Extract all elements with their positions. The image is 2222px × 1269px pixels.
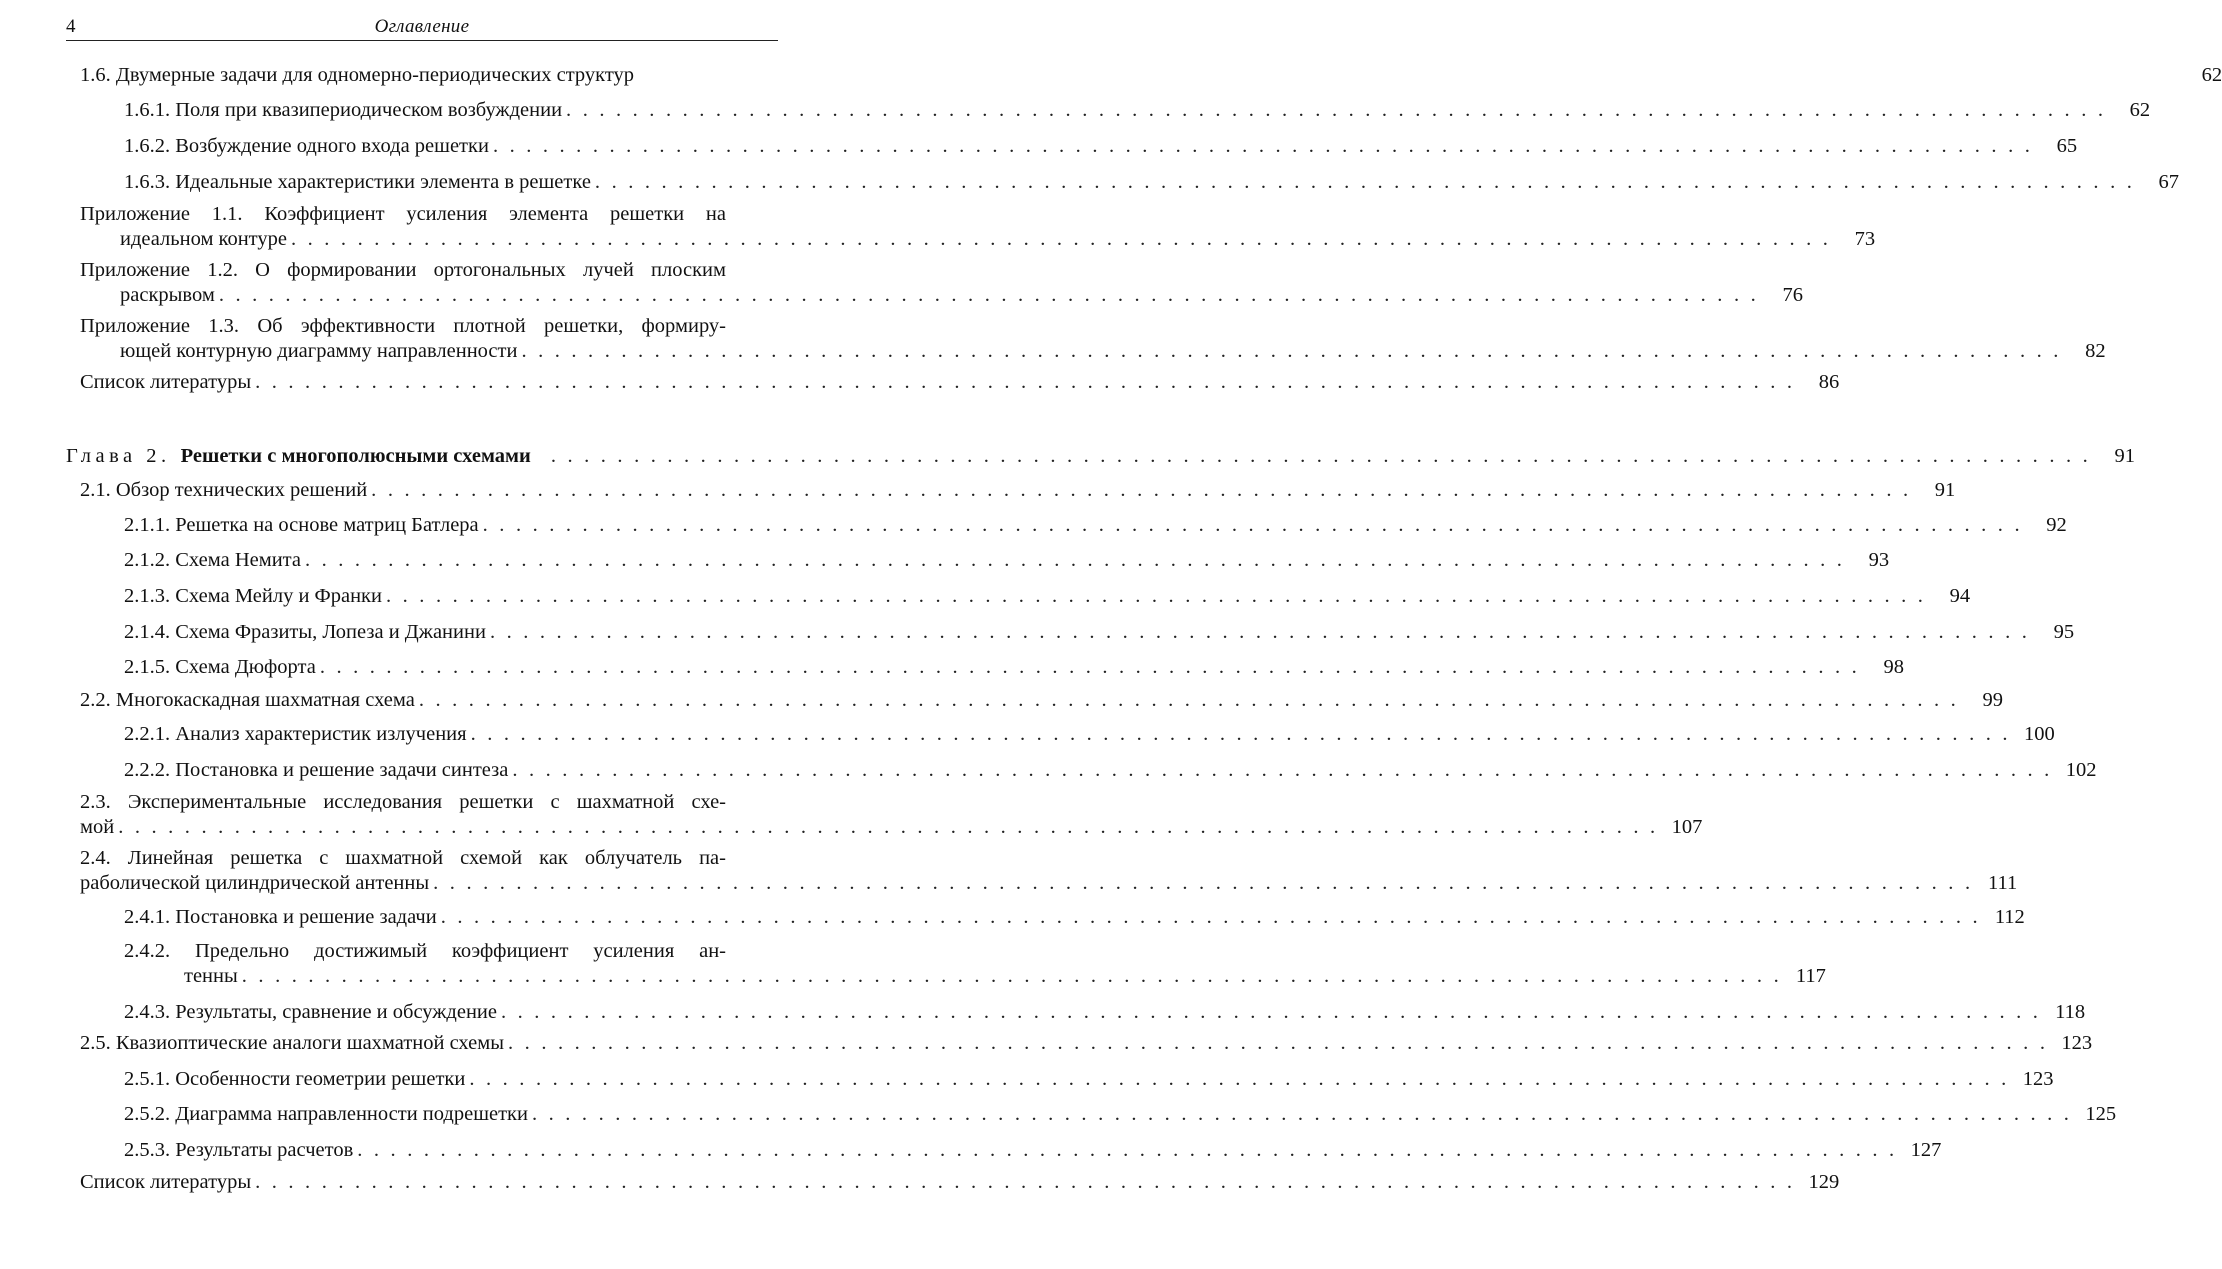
- toc-entry-title: Список литературы: [80, 371, 252, 393]
- dot-leader: . . . . . . . . . . . . . . . . . . . . . . . . . . . . . . . . . . . . . . . . . . . . . . . . . . . . . . . . . . . . . . . . . . . . . . . . . . . . . . . . . . . . . . . . . . . . .: [304, 549, 1846, 571]
- toc-entry-references-1[interactable]: [80, 370, 1840, 395]
- toc-entry-title: 2.5.3. Результаты расчетов: [124, 1139, 354, 1161]
- toc-entry-2-5[interactable]: [80, 1031, 2093, 1056]
- toc-entry-2-1-2[interactable]: [124, 548, 1890, 573]
- dot-leader: . . . . . . . . . . . . . . . . . . . . . . . . . . . . . . . . . . . . . . . . . . . . . . . . . . . . . . . . . . . . . . . . . . . . . . . . . . . . . . . . . . . . . . . . . . . . .: [371, 479, 1912, 501]
- toc-page-number: 82: [2085, 340, 2106, 362]
- dot-leader: . . . . . . . . . . . . . . . . . . . . . . . . . . . . . . . . . . . . . . . . . . . . . . . . . . . . . . . . . . . . . . . . . . . . . . . . . . . . . . . . . . . . . . . . . . . . .: [550, 445, 2091, 467]
- dot-leader: . . . . . . . . . . . . . . . . . . . . . . . . . . . . . . . . . . . . . . . . . . . . . . . . . . . . . . . . . . . . . . . . . . . . . . . . . . . . . . . . . . . . . . . . . . . . .: [255, 1171, 1796, 1193]
- toc-entry-2-4-2[interactable]: [124, 939, 1826, 989]
- dot-leader: . . . . . . . . . . . . . . . . . . . . . . . . . . . . . . . . . . . . . . . . . . . . . . . . . . . . . . . . . . . . . . . . . . . . . . . . . . . . . . . . . . . . . . . . . . . . .: [508, 1032, 2049, 1054]
- page-number: 4: [66, 16, 76, 37]
- toc-entry-title-line1: Приложение 1.3. Об эффективности плотной решетки, формиру-: [80, 315, 726, 337]
- toc-entry-1-6[interactable]: [80, 63, 2222, 88]
- toc-entry-title: 2.4.1. Постановка и решение задачи: [124, 906, 437, 928]
- toc-entry-1-6-3[interactable]: [124, 170, 2180, 195]
- toc-entry-2-2[interactable]: [80, 688, 2003, 713]
- toc-entry-title-line1: 2.4. Линейная решетка с шахматной схемой как облучатель па-: [80, 847, 726, 869]
- toc-entry-title-line2: ющей контурную диаграмму направленности: [120, 340, 518, 362]
- dot-leader: . . . . . . . . . . . . . . . . . . . . . . . . . . . . . . . . . . . . . . . . . . . . . . . . . . . . . . . . . . . . . . . . . . . . . . . . . . . . . . . . . . . . . . . . . . . . .: [433, 872, 1974, 894]
- toc-page-number: 123: [2061, 1032, 2093, 1054]
- toc-entry-title: 2.1.1. Решетка на основе матриц Батлера: [124, 514, 479, 536]
- toc-page-number: 62: [2201, 64, 2222, 86]
- chapter-title: Решетки с многополюсными схемами: [180, 445, 531, 467]
- toc-page-number: 112: [1994, 906, 2025, 928]
- toc-entry-2-1-3[interactable]: [124, 584, 1971, 609]
- toc-page-number: 62: [2129, 99, 2151, 121]
- toc-entry-title: 2.5. Квазиоптические аналоги шахматной схемы: [80, 1032, 505, 1054]
- chapter-label: Глава 2.: [66, 445, 171, 467]
- dot-leader: . . . . . . . . . . . . . . . . . . . . . . . . . . . . . . . . . . . . . . . . . . . . . . . . . . . . . . . . . . . . . . . . . . . . . . . . . . . . . . . . . . . . . . . . . . . . .: [594, 171, 2136, 193]
- toc-entry-2-3[interactable]: [80, 790, 1703, 840]
- toc-entry-title: 2.2.2. Постановка и решение задачи синтеза: [124, 759, 509, 781]
- toc-entry-title: 2.1.3. Схема Мейлу и Франки: [124, 585, 382, 607]
- dot-leader: . . . . . . . . . . . . . . . . . . . . . . . . . . . . . . . . . . . . . . . . . . . . . . . . . . . . . . . . . . . . . . . . . . . . . . . . . . . . . . . . . . . . . . . . . . . . .: [241, 965, 1782, 987]
- toc-entry-2-4-3[interactable]: [124, 1000, 2086, 1025]
- page-header: [66, 14, 778, 41]
- toc-page-number: 111: [1988, 872, 2018, 894]
- toc-entry-appendix-1-2[interactable]: [80, 258, 1803, 308]
- dot-leader: . . . . . . . . . . . . . . . . . . . . . . . . . . . . . . . . . . . . . . . . . . . . . . . . . . . . . . . . . . . . . . . . . . . . . . . . . . . . . . . . . . . . . . . . . . . . .: [218, 284, 1759, 306]
- toc-entry-title: 2.2. Многокаскадная шахматная схема: [80, 689, 415, 711]
- toc-entry-2-5-3[interactable]: [124, 1138, 1942, 1163]
- toc-entry-2-2-1[interactable]: [124, 722, 2055, 747]
- toc-page-number: 127: [1910, 1139, 1942, 1161]
- toc-page-number: 91: [2114, 445, 2135, 467]
- dot-leader: . . . . . . . . . . . . . . . . . . . . . . . . . . . . . . . . . . . . . . . . . . . . . . . . . . . . . . . . . . . . . . . . . . . . . . . . . . . . . . . . . . . . . . . . . . . . .: [469, 1068, 2010, 1090]
- toc-entry-title: 2.1. Обзор технических решений: [80, 479, 368, 501]
- toc-page-number: 67: [2158, 171, 2180, 193]
- dot-leader: . . . . . . . . . . . . . . . . . . . . . . . . . . . . . . . . . . . . . . . . . . . . . . . . . . . . . . . . . . . . . . . . . . . . . . . . . . . . . . . . . . . . . . . . . . . . .: [319, 656, 1860, 678]
- toc-entry-1-6-2[interactable]: [124, 134, 2078, 159]
- toc-entry-title: 1.6.3. Идеальные характеристики элемента в решетке: [124, 171, 591, 193]
- toc-page-number: 65: [2056, 135, 2078, 157]
- dot-leader: . . . . . . . . . . . . . . . . . . . . . . . . . . . . . . . . . . . . . . . . . . . . . . . . . . . . . . . . . . . . . . . . . . . . . . . . . . . . . . . . . . . . . . . . . . . . .: [531, 1103, 2073, 1125]
- toc-entry-title-line1: 2.3. Экспериментальные исследования решетки с шахматной схе-: [80, 791, 726, 813]
- toc-entry-title: 2.5.1. Особенности геометрии решетки: [124, 1068, 466, 1090]
- toc-entry-title: 2.1.5. Схема Дюфорта: [124, 656, 316, 678]
- toc-page-number: 125: [2085, 1103, 2117, 1125]
- dot-leader: . . . . . . . . . . . . . . . . . . . . . . . . . . . . . . . . . . . . . . . . . . . . . . . . . . . . . . . . . . . . . . . . . . . . . . . . . . . . . . . . . . . . . . . . . . . . .: [118, 816, 1659, 838]
- toc-chapter-2[interactable]: [66, 444, 2135, 469]
- toc-entry-title-line2: идеальном контуре: [120, 228, 287, 250]
- dot-leader: . . . . . . . . . . . . . . . . . . . . . . . . . . . . . . . . . . . . . . . . . . . . . . . . . . . . . . . . . . . . . . . . . . . . . . . . . . . . . . . . . . . . . . . . . . . . .: [470, 723, 2011, 745]
- toc-entry-title: 2.1.4. Схема Фразиты, Лопеза и Джанини: [124, 621, 486, 643]
- toc-entry-title: 1.6.2. Возбуждение одного входа решетки: [124, 135, 489, 157]
- toc-entry-appendix-1-1[interactable]: [80, 202, 1876, 252]
- dot-leader: . . . . . . . . . . . . . . . . . . . . . . . . . . . . . . . . . . . . . . . . . . . . . . . . . . . . . . . . . . . . . . . . . . . . . . . . . . . . . . . . . . . . . . . . . . . . .: [357, 1139, 1898, 1161]
- dot-leader: . . . . . . . . . . . . . . . . . . . . . . . . . . . . . . . . . . . . . . . . . . . . . . . . . . . . . . . . . . . . . . . . . . . . . . . . . . . . . . . . . . . . . . . . . . . . .: [255, 371, 1796, 393]
- dot-leader: . . . . . . . . . . . . . . . . . . . . . . . . . . . . . . . . . . . . . . . . . . . . . . . . . . . . . . . . . . . . . . . . . . . . . . . . . . . . . . . . . . . . . . . . . . . . .: [566, 99, 2107, 121]
- toc-entry-title-line1: Приложение 1.1. Коэффициент усиления элемента решетки на: [80, 203, 726, 225]
- toc-page-number: 91: [1934, 479, 1956, 501]
- toc-entry-title-line2: раболической цилиндрической антенны: [80, 872, 430, 894]
- dot-leader: . . . . . . . . . . . . . . . . . . . . . . . . . . . . . . . . . . . . . . . . . . . . . . . . . . . . . . . . . . . . . . . . . . . . . . . . . . . . . . . . . . . . . . . . . . . . .: [418, 689, 1959, 711]
- running-title: Оглавление: [374, 16, 470, 37]
- toc-page-number: 94: [1949, 585, 1971, 607]
- dot-leader: . . . . . . . . . . . . . . . . . . . . . . . . . . . . . . . . . . . . . . . . . . . . . . . . . . . . . . . . . . . . . . . . . . . . . . . . . . . . . . . . . . . . . . . . . . . . .: [521, 340, 2062, 362]
- toc-page-number: 92: [2046, 514, 2067, 536]
- dot-leader: . . . . . . . . . . . . . . . . . . . . . . . . . . . . . . . . . . . . . . . . . . . . . . . . . . . . . . . . . . . . . . . . . . . . . . . . . . . . . . . . . . . . . . . . . . . . .: [386, 585, 1927, 607]
- toc-entry-title: 2.5.2. Диаграмма направленности подрешетки: [124, 1103, 528, 1125]
- dot-leader: . . . . . . . . . . . . . . . . . . . . . . . . . . . . . . . . . . . . . . . . . . . . . . . . . . . . . . . . . . . . . . . . . . . . . . . . . . . . . . . . . . . . . . . . . . . . .: [512, 759, 2053, 781]
- toc-page-number: 86: [1818, 371, 1840, 393]
- toc-entry-2-5-2[interactable]: [124, 1102, 2117, 1127]
- dot-leader: . . . . . . . . . . . . . . . . . . . . . . . . . . . . . . . . . . . . . . . . . . . . . . . . . . . . . . . . . . . . . . . . . . . . . . . . . . . . . . . . . . . . . . . . . . . . .: [440, 906, 1981, 928]
- toc-entry-title: Список литературы: [80, 1171, 252, 1193]
- toc-page-number: 117: [1795, 965, 1826, 987]
- toc-entry-2-4[interactable]: [80, 846, 2018, 896]
- dot-leader: . . . . . . . . . . . . . . . . . . . . . . . . . . . . . . . . . . . . . . . . . . . . . . . . . . . . . . . . . . . . . . . . . . . . . . . . . . . . . . . . . . . . . . . . . . . . .: [500, 1001, 2042, 1023]
- toc-entry-2-1-1[interactable]: [124, 513, 2067, 538]
- dot-leader: . . . . . . . . . . . . . . . . . . . . . . . . . . . . . . . . . . . . . . . . . . . . . . . . . . . . . . . . . . . . . . . . . . . . . . . . . . . . . . . . . . . . . . . . . . . . .: [482, 514, 2023, 536]
- toc-entry-title: 2.1.2. Схема Немита: [124, 549, 301, 571]
- toc-entry-title-line2: тенны: [184, 965, 238, 987]
- toc-entry-2-5-1[interactable]: [124, 1067, 2054, 1092]
- toc-entry-2-2-2[interactable]: [124, 758, 2097, 783]
- toc-entry-appendix-1-3[interactable]: [80, 314, 2106, 364]
- toc-entry-title-line1: Приложение 1.2. О формировании ортогональных лучей плоским: [80, 259, 726, 281]
- toc-entry-title-line2: раскрывом: [120, 284, 215, 306]
- toc-entry-title: 1.6.1. Поля при квазипериодическом возбуждении: [124, 99, 563, 121]
- toc-entry-1-6-1[interactable]: [124, 98, 2151, 123]
- toc-page-number: 98: [1883, 656, 1904, 678]
- toc-entry-title: 1.6. Двумерные задачи для одномерно-периодических структур: [80, 64, 635, 86]
- toc-entry-2-4-1[interactable]: [124, 905, 2025, 930]
- toc-page-number: 100: [2023, 723, 2055, 745]
- toc-entry-title-line2: мой: [80, 816, 115, 838]
- toc-page-number: 93: [1868, 549, 1890, 571]
- toc-page-number: 102: [2065, 759, 2097, 781]
- dot-leader: . . . . . . . . . . . . . . . . . . . . . . . . . . . . . . . . . . . . . . . . . . . . . . . . . . . . . . . . . . . . . . . . . . . . . . . . . . . . . . . . . . . . . . . . . . . . .: [489, 621, 2031, 643]
- toc-page-number: 76: [1782, 284, 1803, 306]
- dot-leader: . . . . . . . . . . . . . . . . . . . . . . . . . . . . . . . . . . . . . . . . . . . . . . . . . . . . . . . . . . . . . . . . . . . . . . . . . . . . . . . . . . . . . . . . . . . . .: [492, 135, 2034, 157]
- toc-page-number: 118: [2055, 1001, 2086, 1023]
- toc-page-number: 107: [1671, 816, 1703, 838]
- toc-entry-title: 2.4.3. Результаты, сравнение и обсуждение: [124, 1001, 497, 1023]
- toc-page-number: 123: [2022, 1068, 2054, 1090]
- toc-entry-title: 2.2.1. Анализ характеристик излучения: [124, 723, 467, 745]
- toc-page-number: 73: [1854, 228, 1876, 250]
- toc-page-number: 95: [2053, 621, 2075, 643]
- toc-entry-2-1-5[interactable]: [124, 655, 1904, 680]
- toc-entry-2-1[interactable]: [80, 478, 1956, 503]
- toc-page-number: 99: [1982, 689, 2003, 711]
- toc-entry-references-2[interactable]: [80, 1170, 1840, 1195]
- toc-page-number: 129: [1808, 1171, 1840, 1193]
- dot-leader: . . . . . . . . . . . . . . . . . . . . . . . . . . . . . . . . . . . . . . . . . . . . . . . . . . . . . . . . . . . . . . . . . . . . . . . . . . . . . . . . . . . . . . . . . . . . .: [290, 228, 1832, 250]
- toc-entry-2-1-4[interactable]: [124, 620, 2075, 645]
- toc-entry-title-line1: 2.4.2. Предельно достижимый коэффициент усиления ан-: [124, 940, 726, 962]
